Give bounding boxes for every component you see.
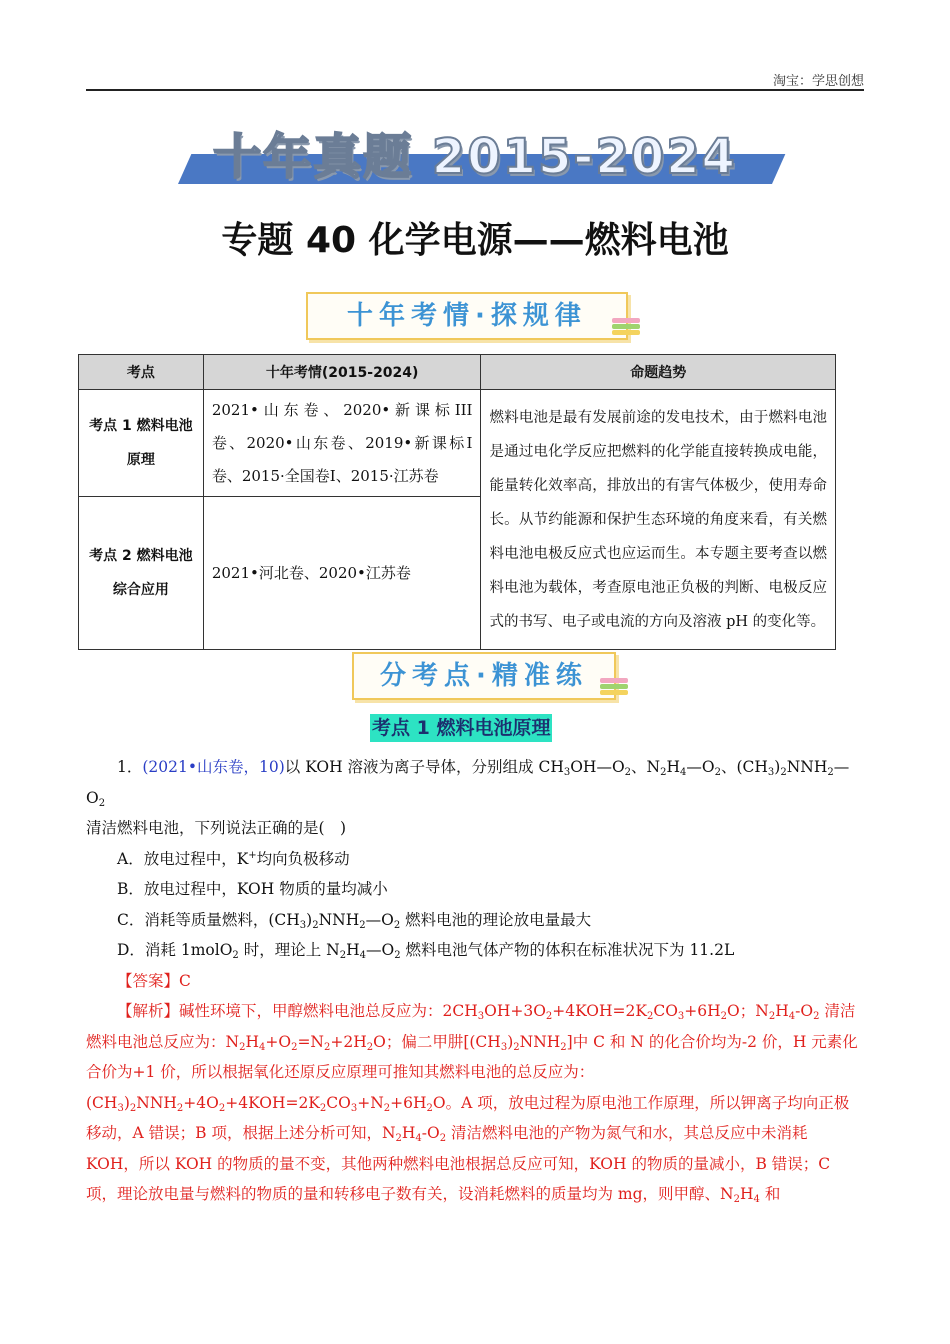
analysis: 【解析】碱性环境下，甲醇燃料电池总反应为：$2CH_3OH+3O_2+4KOH=2K_2CO_3+6H_2O$；$N_2H_4-O_2$ 清洁燃料电池总反应为：$N_2H_4+O_2=N_2+2H_2O$；偏二甲肼$[(CH_3)_2NNH_2]$中 C 和 N 的化合价均为-2 价，H 元素化合价为+1 价，所以根据氧化还原反应原理可推知其燃料电池的总反应为：$(CH_3)_2NNH_2+4O_2+4KOH=2K_2CO_3+N_2+6H_2O$。A 项，放电过程为原电池工作原理，所以钾离子均向正极移动，A 错误；B 项，根据上述分析可知，$N_2H_4-O_2$ 清洁燃料电池的产物为氮气和水，其总反应中未消耗 KOH，所以 KOH 的物质的量不变，其他两种燃料电池根据总反应可知，KOH 的物质的量减小，B 错误；C 项，理论放电量与燃料的物质的量和转移电子数有关，设消耗燃料的质量均为 mg，则甲醇、$N_2H_4$ 和 xyxy=(86,1002,858,1205)
question-number: 1． xyxy=(117,758,143,776)
exams-cell: 2021• 山 东 卷 、 2020• 新 课 标 III 卷、2020•山东卷、2019•新课标Ⅰ卷、2015·全国卷Ⅰ、2015·江苏卷 xyxy=(203,390,481,497)
shop-tag: 淘宝：学思创想 xyxy=(772,74,864,89)
option-d: D．消耗 1molO$_2$ 时，理论上 $N_2H_4—O_2$ 燃料电池气体产物的体积在标准状况下为 11.2L xyxy=(117,941,735,961)
ten-year-banner xyxy=(178,118,772,188)
answer: 【答案】C xyxy=(117,971,191,990)
kp1-title: 考点 1 燃料电池原理 xyxy=(370,714,552,742)
point-cell: 考点 2 燃料电池综合应用 xyxy=(79,497,204,650)
table-row xyxy=(79,390,836,497)
books-icon xyxy=(600,678,630,700)
table-header-row xyxy=(79,355,836,390)
col-header-trend: 命题趋势 xyxy=(481,355,836,390)
exams-cell: 2021•河北卷、2020•江苏卷 xyxy=(203,497,481,650)
point-cell: 考点 1 燃料电池原理 xyxy=(79,390,204,497)
question-stem: 1．(2021•山东卷，10)以 KOH 溶液为离子导体，分别组成 $CH_3OH—O_2$、$N_2H_4—O_2$、$(CH_3)_2NNH_2—O_2$ xyxy=(86,758,850,809)
page-title: 专题 40 化学电源——燃料电池 xyxy=(221,220,729,261)
header-divider xyxy=(86,89,864,91)
question-source: (2021•山东卷，10) xyxy=(142,758,285,776)
trend-cell: 燃料电池是最有发展前途的发电技术，由于燃料电池是通过电化学反应把燃料的化学能直接转换成电能，能量转化效率高，排放出的有害气体极少，使用寿命长。从节约能源和保护生态环境的角度来看，有关燃料电池电极反应式也应运而生。本专题主要考查以燃料电池为载体，考查原电池正负极的判断、电极反应式的书写、电子或电流的方向及溶液 pH 的变化等。 xyxy=(481,390,836,650)
col-header-point: 考点 xyxy=(79,355,204,390)
exam-overview-table xyxy=(78,354,836,650)
option-c: C．消耗等质量燃料，$(CH_3)_2NNH_2—O_2$ 燃料电池的理论放电量最大 xyxy=(117,910,592,931)
section-heading-trends: 十年考情·探规律 xyxy=(306,292,628,340)
question-stem-cont: 清洁燃料电池，下列说法正确的是( ) xyxy=(86,819,347,837)
col-header-exams: 十年考情(2015-2024) xyxy=(203,355,481,390)
section-heading-practice: 分考点·精准练 xyxy=(352,652,616,700)
question-block xyxy=(86,752,864,1210)
banner-text: 十年真题 2015-2024 xyxy=(213,129,737,185)
books-icon xyxy=(612,318,642,340)
option-a: A．放电过程中，K+均向负极移动 xyxy=(117,849,350,868)
option-b: B．放电过程中，KOH 物质的量均减小 xyxy=(117,880,388,898)
